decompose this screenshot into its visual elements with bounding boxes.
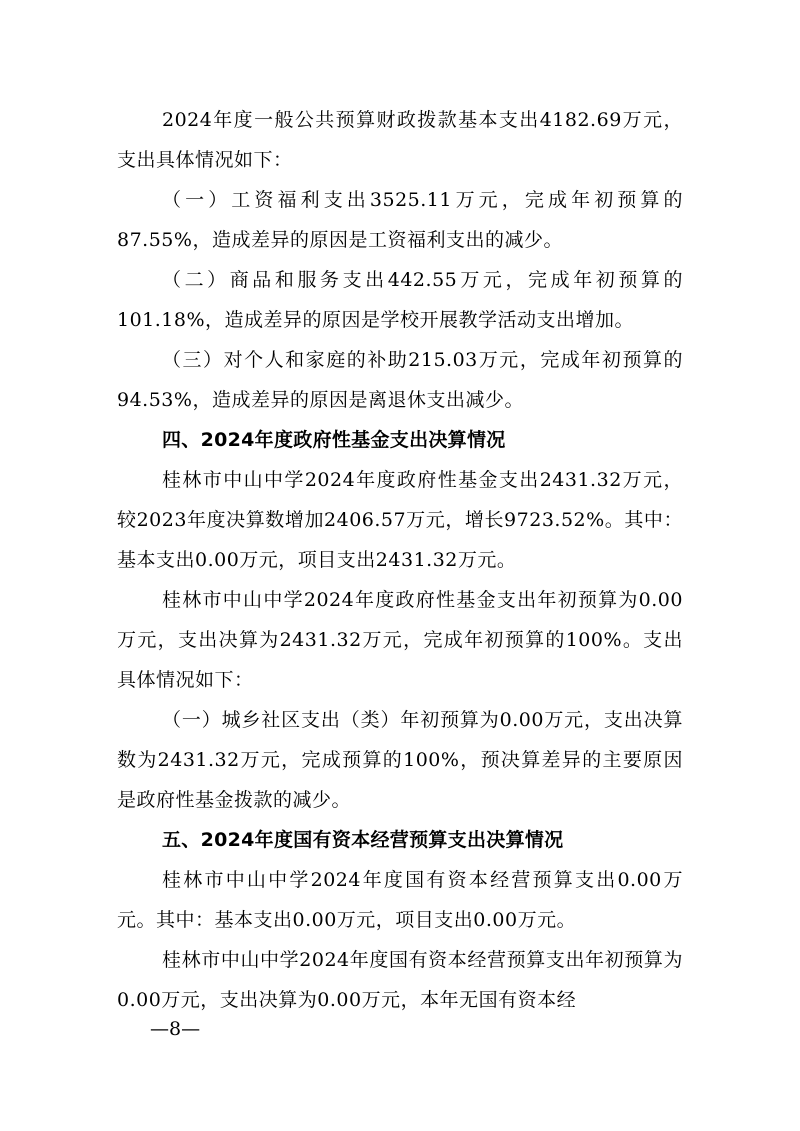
paragraph-wage-welfare: （一）工资福利支出3525.11万元，完成年初预算的87.55%，造成差异的原因是工资福利支出的减少。 bbox=[117, 189, 683, 251]
paragraph-urban-rural-community: （一）城乡社区支出（类）年初预算为0.00万元，支出决算数为2431.32万元，完成预算的100%，预决算差异的主要原因是政府性基金拨款的减少。 bbox=[117, 709, 683, 811]
document-body bbox=[117, 100, 683, 1020]
section-heading-government-fund: 四、2024年度政府性基金支出决算情况 bbox=[162, 429, 506, 451]
paragraph-government-fund-total: 桂林市中山中学2024年度政府性基金支出2431.32万元，较2023年度决算数增加2406.57万元，增长9723.52%。其中：基本支出0.00万元，项目支出2431.32万元。 bbox=[117, 469, 683, 571]
paragraph-government-fund-budget: 桂林市中山中学2024年度政府性基金支出年初预算为0.00万元，支出决算为2431.32万元，完成年初预算的100%。支出具体情况如下： bbox=[117, 589, 683, 691]
paragraph-goods-services: （二）商品和服务支出442.55万元，完成年初预算的101.18%，造成差异的原因是学校开展教学活动支出增加。 bbox=[117, 269, 683, 331]
paragraph-household-subsidy: （三）对个人和家庭的补助215.03万元，完成年初预算的94.53%，造成差异的原因是离退休支出减少。 bbox=[117, 349, 683, 411]
page-number: —8— bbox=[150, 1018, 201, 1040]
paragraph-general-budget-intro: 2024年度一般公共预算财政拨款基本支出4182.69万元，支出具体情况如下： bbox=[117, 109, 683, 171]
paragraph-state-capital-budget: 桂林市中山中学2024年度国有资本经营预算支出年初预算为0.00万元，支出决算为0.00万元，本年无国有资本经 bbox=[117, 949, 683, 1011]
section-heading-state-capital: 五、2024年度国有资本经营预算支出决算情况 bbox=[162, 829, 564, 851]
paragraph-state-capital-total: 桂林市中山中学2024年度国有资本经营预算支出0.00万元。其中：基本支出0.00万元，项目支出0.00万元。 bbox=[117, 869, 683, 931]
